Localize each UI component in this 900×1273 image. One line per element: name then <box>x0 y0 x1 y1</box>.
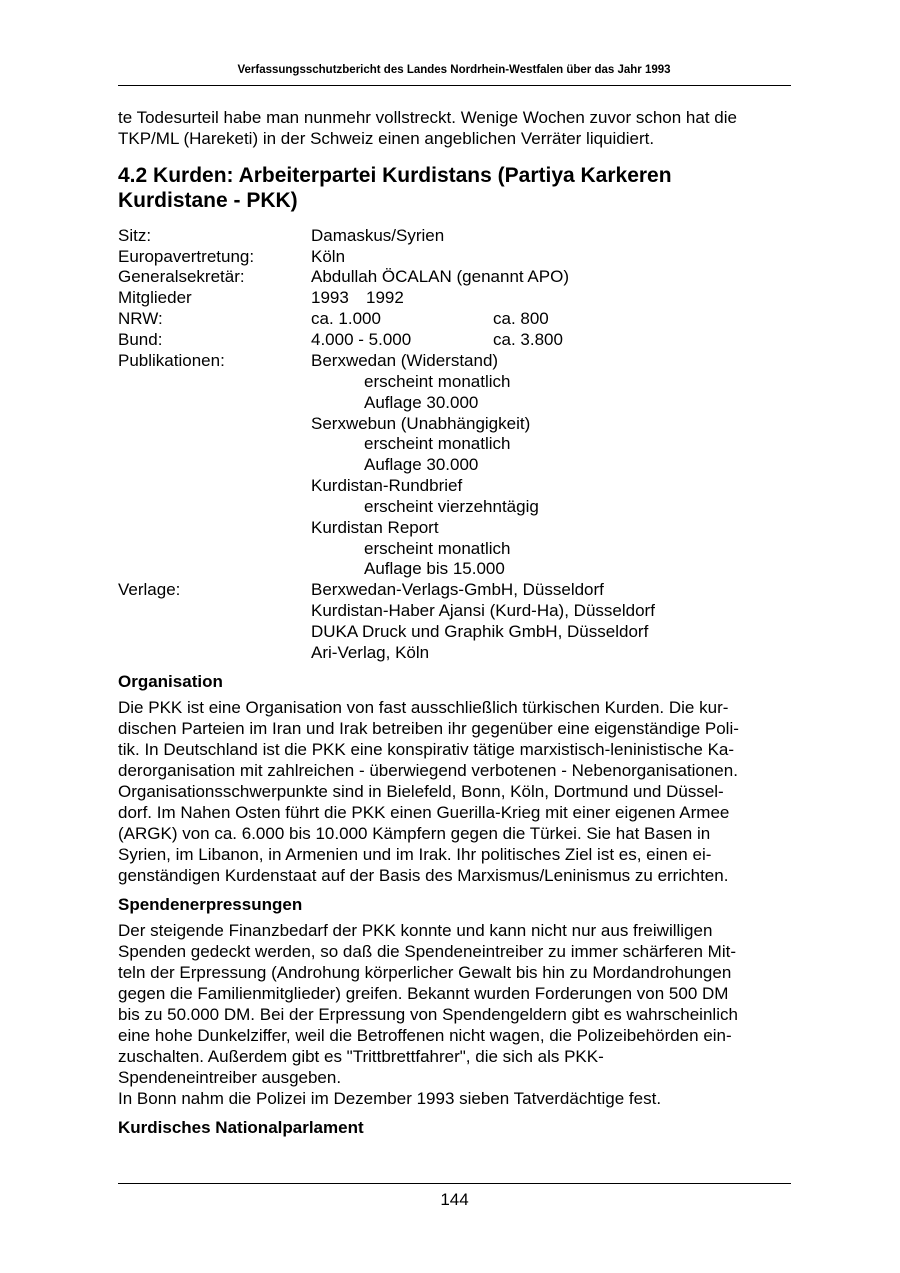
fact-value: Damaskus/Syrien <box>311 226 445 245</box>
paragraph-line: genständigen Kurdenstaat auf der Basis des Marxismus/Leninismus zu errichten. <box>118 866 729 885</box>
publication-frequency: erscheint vierzehntägig <box>364 497 539 516</box>
organisation-heading: Organisation <box>118 672 223 691</box>
fact-label: NRW: <box>118 309 163 328</box>
publication-frequency: erscheint monatlich <box>364 372 511 391</box>
fact-value: ca. 1.000 <box>311 309 381 328</box>
nationalparlament-heading: Kurdisches Nationalparlament <box>118 1118 364 1137</box>
paragraph-line: Organisationsschwerpunkte sind in Bielefeld, Bonn, Köln, Dortmund und Düssel- <box>118 782 724 801</box>
intro-line: te Todesurteil habe man nunmehr vollstreckt. Wenige Wochen zuvor schon hat die <box>118 108 737 127</box>
fact-label: Generalsekretär: <box>118 267 245 286</box>
footer-rule <box>118 1183 791 1184</box>
publication-name: Berxwedan (Widerstand) <box>311 351 499 370</box>
year-1992: 1992 <box>366 288 404 307</box>
publisher-name: DUKA Druck und Graphik GmbH, Düsseldorf <box>311 622 649 641</box>
paragraph-line: eine hohe Dunkelziffer, weil die Betroffenen nicht wagen, die Polizeibehörden ein- <box>118 1026 732 1045</box>
page-number: 144 <box>440 1190 469 1209</box>
fact-value: Köln <box>311 247 346 266</box>
paragraph-line: Syrien, im Libanon, in Armenien und im Irak. Ihr politisches Ziel ist es, einen ei- <box>118 845 712 864</box>
publication-frequency: erscheint monatlich <box>364 539 511 558</box>
paragraph-line: gegen die Familienmitglieder) greifen. Bekannt wurden Forderungen von 500 DM <box>118 984 729 1003</box>
paragraph-line: Spenden gedeckt werden, so daß die Spendeneintreiber zu immer schärferen Mit- <box>118 942 737 961</box>
paragraph-line: bis zu 50.000 DM. Bei der Erpressung von Spendengeldern gibt es wahrscheinlich <box>118 1005 738 1024</box>
fact-label: Mitglieder <box>118 288 192 307</box>
section-title-line: 4.2 Kurden: Arbeiterpartei Kurdistans (Partiya Karkeren <box>118 164 672 187</box>
paragraph-line: (ARGK) von ca. 6.000 bis 10.000 Kämpfern gegen die Türkei. Sie hat Basen in <box>118 824 711 843</box>
header-rule <box>118 85 791 86</box>
year-1993: 1993 <box>311 288 349 307</box>
paragraph-line: Der steigende Finanzbedarf der PKK konnte und kann nicht nur aus freiwilligen <box>118 921 713 940</box>
fact-label: Sitz: <box>118 226 152 245</box>
fact-label: Europavertretung: <box>118 247 255 266</box>
paragraph-line: teln der Erpressung (Androhung körperlicher Gewalt bis hin zu Mordandrohungen <box>118 963 732 982</box>
publisher-name: Ari-Verlag, Köln <box>311 643 430 662</box>
publication-name: Kurdistan-Rundbrief <box>311 476 463 495</box>
fact-value: Abdullah ÖCALAN (genannt APO) <box>311 267 569 286</box>
fact-label: Bund: <box>118 330 163 349</box>
publisher-name: Kurdistan-Haber Ajansi (Kurd-Ha), Düsseldorf <box>311 601 655 620</box>
paragraph-line: dischen Parteien im Iran und Irak betreiben ihr gegenüber eine eigenständige Poli- <box>118 719 739 738</box>
paragraph-line: zuschalten. Außerdem gibt es "Trittbrettfahrer", die sich als PKK- <box>118 1047 604 1066</box>
fact-value: 4.000 - 5.000 <box>311 330 412 349</box>
fact-label: Publikationen: <box>118 351 225 370</box>
intro-line: TKP/ML (Hareketi) in der Schweiz einen angeblichen Verräter liquidiert. <box>118 129 655 148</box>
paragraph-line: dorf. Im Nahen Osten führt die PKK einen Guerilla-Krieg mit einer eigenen Armee <box>118 803 730 822</box>
paragraph-line: Die PKK ist eine Organisation von fast ausschließlich türkischen Kurden. Die kur- <box>118 698 729 717</box>
running-header: Verfassungsschutzbericht des Landes Nordrhein-Westfalen über das Jahr 1993 <box>237 64 671 76</box>
spenden-heading: Spendenerpressungen <box>118 895 303 914</box>
paragraph-line: derorganisation mit zahlreichen - überwiegend verbotenen - Nebenorganisationen. <box>118 761 738 780</box>
paragraph-line: Spendeneintreiber ausgeben. <box>118 1068 342 1087</box>
fact-value: ca. 3.800 <box>493 330 563 349</box>
fact-label: Verlage: <box>118 580 181 599</box>
paragraph-line: tik. In Deutschland ist die PKK eine konspirativ tätige marxistisch-leninistische Ka- <box>118 740 735 759</box>
paragraph-line: In Bonn nahm die Polizei im Dezember 1993 sieben Tatverdächtige fest. <box>118 1089 662 1108</box>
publication-name: Kurdistan Report <box>311 518 439 537</box>
fact-value: ca. 800 <box>493 309 549 328</box>
publication-name: Serxwebun (Unabhängigkeit) <box>311 414 531 433</box>
publisher-name: Berxwedan-Verlags-GmbH, Düsseldorf <box>311 580 604 599</box>
publication-frequency: erscheint monatlich <box>364 434 511 453</box>
publication-circulation: Auflage 30.000 <box>364 393 479 412</box>
publication-circulation: Auflage bis 15.000 <box>364 559 505 578</box>
publication-circulation: Auflage 30.000 <box>364 455 479 474</box>
section-title-line: Kurdistane - PKK) <box>118 189 298 212</box>
